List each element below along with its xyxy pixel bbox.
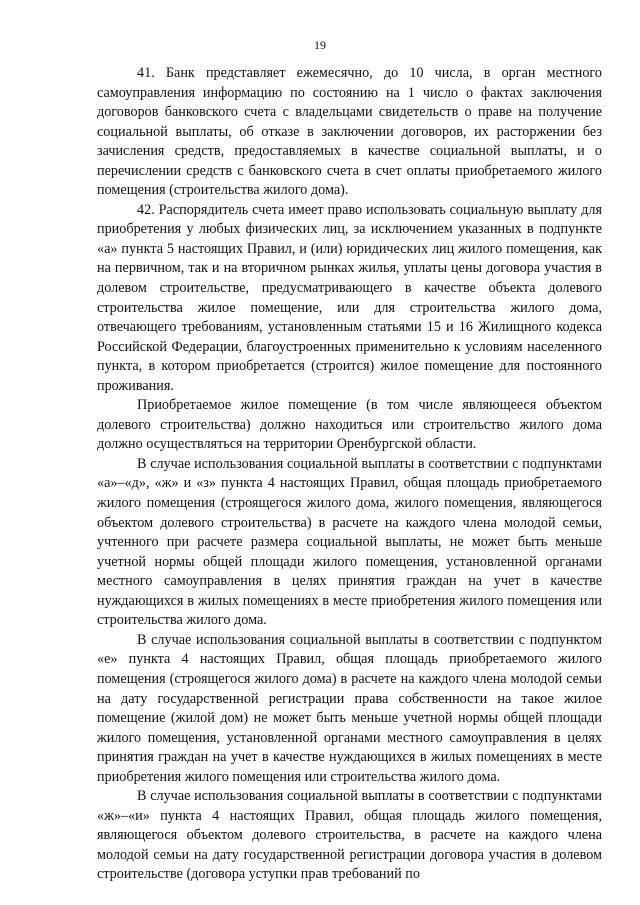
document-body — [97, 64, 602, 885]
paragraph-location-requirement: Приобретаемое жилое помещение (в том числе являющееся объектом долевого строительства) должно находиться или строительство жилого дома должно осуществляться на территории Оренбургской области. — [97, 397, 602, 453]
paragraph-41: 41. Банк представляет ежемесячно, до 10 числа, в орган местного самоуправления информацию по состоянию на 1 число о фактах заключения договоров банковского счета с владельцами свидетельств о праве на получение социальной выплаты, об отказе в заключении договоров, их расторжении без зачисления средств, предоставляемых в качестве социальной выплаты, и о перечислении средств с банковского счета в счет оплаты приобретаемого жилого помещения (строительства жилого дома). — [97, 65, 602, 199]
paragraph-area-norm-e: В случае использования социальной выплаты в соответствии с подпунктом «е» пункта 4 настоящих Правил, общая площадь приобретаемого жилого помещения (строящегося жилого дома) в расчете на каждого члена молодой семьи на дату государственной регистрации права собственности на такое жилое помещение (жилой дом) не может быть меньше учетной нормы общей площади жилого помещения, установленной органами местного самоуправления в целях принятия граждан на учет в качестве нуждающихся в жилых помещениях в месте приобретения жилого помещения или строительства жилого дома. — [97, 631, 602, 785]
paragraph-area-norm-zh-i: В случае использования социальной выплаты в соответствии с подпунктами «ж»–«и» пункта 4 настоящих Правил, общая площадь жилого помещения, являющегося объектом долевого строительства, в расчете на каждого члена молодой семьи на дату государственной регистрации договора участия в долевом строительстве (договора уступки прав требований по — [97, 788, 602, 883]
paragraph-area-norm-a-z: В случае использования социальной выплаты в соответствии с подпунктами «а»–«д», «ж» и «з» пункта 4 настоящих Правил, общая площадь приобретаемого жилого помещения (строящегося жилого дома, жилого помещения, являющегося объектом долевого строительства) в расчете на каждого члена молодой семьи, учтенного при расчете размера социальной выплаты, не может быть меньше учетной нормы общей площади жилого помещения, установленной органами местного самоуправления в целях принятия граждан на учет в качестве нуждающихся в жилых помещениях в месте приобретения жилого помещения или строительства жилого дома. — [97, 455, 602, 629]
paragraph-42: 42. Распорядитель счета имеет право использовать социальную выплату для приобретения у любых физических лиц, за исключением указанных в подпункте «а» пункта 5 настоящих Правил, и (или) юридических лиц жилого помещения, как на первичном, так и на вторичном рынках жилья, уплаты цены договора участия в долевом строительстве, предусматривающего в качестве объекта долевого строительства жилое помещение, или для строительства жилого дома, отвечающего требованиям, установленным статьями 15 и 16 Жилищного кодекса Российской Федерации, благоустроенных применительно к условиям населенного пункта, в котором приобретается (строится) жилое помещение для постоянного проживания. — [97, 201, 602, 394]
page-number: 19 — [314, 38, 326, 52]
